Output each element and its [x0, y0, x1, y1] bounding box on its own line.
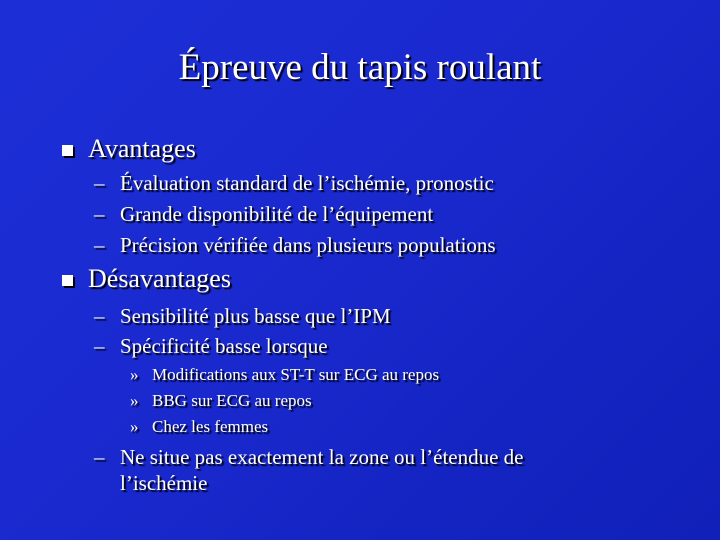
section-heading-avantages: [88, 134, 196, 164]
heading-label: Avantages: [88, 134, 196, 163]
heading-label: Désavantages: [88, 264, 231, 293]
square-bullet-icon: [62, 275, 73, 286]
dash-bullet: –: [94, 304, 105, 328]
item-label: Évaluation standard de l’ischémie, pronostic: [120, 171, 494, 195]
raquo-bullet: »: [130, 365, 139, 384]
item-label: l’ischémie: [120, 471, 208, 495]
list-item: [94, 170, 494, 196]
sub-list-item: [130, 364, 440, 386]
square-bullet-icon: [62, 145, 73, 156]
dash-bullet: –: [94, 171, 105, 195]
raquo-bullet: »: [130, 417, 139, 436]
raquo-bullet: »: [130, 391, 139, 410]
section-heading-desavantages: [88, 264, 231, 294]
item-label: Grande disponibilité de l’équipement: [120, 202, 434, 226]
list-item: [94, 232, 496, 258]
list-item: [94, 303, 391, 329]
list-item-continuation: [120, 470, 207, 496]
dash-bullet: –: [94, 233, 105, 257]
item-label: Ne situe pas exactement la zone ou l’étendue de: [120, 445, 524, 469]
dash-bullet: –: [94, 202, 105, 226]
item-label: Spécificité basse lorsque: [120, 334, 328, 358]
list-item: [94, 333, 328, 359]
subitem-label: Modifications aux ST-T sur ECG au repos: [152, 365, 440, 384]
list-item: [94, 444, 524, 470]
subitem-label: Chez les femmes: [152, 417, 269, 436]
sub-list-item: [130, 416, 269, 438]
slide-title: Épreuve du tapis roulant: [178, 47, 542, 88]
list-item: [94, 201, 434, 227]
item-label: Précision vérifiée dans plusieurs populations: [120, 233, 496, 257]
subitem-label: BBG sur ECG au repos: [152, 391, 312, 410]
sub-list-item: [130, 390, 312, 412]
item-label: Sensibilité plus basse que l’IPM: [120, 304, 391, 328]
dash-bullet: –: [94, 334, 105, 358]
dash-bullet: –: [94, 445, 105, 469]
